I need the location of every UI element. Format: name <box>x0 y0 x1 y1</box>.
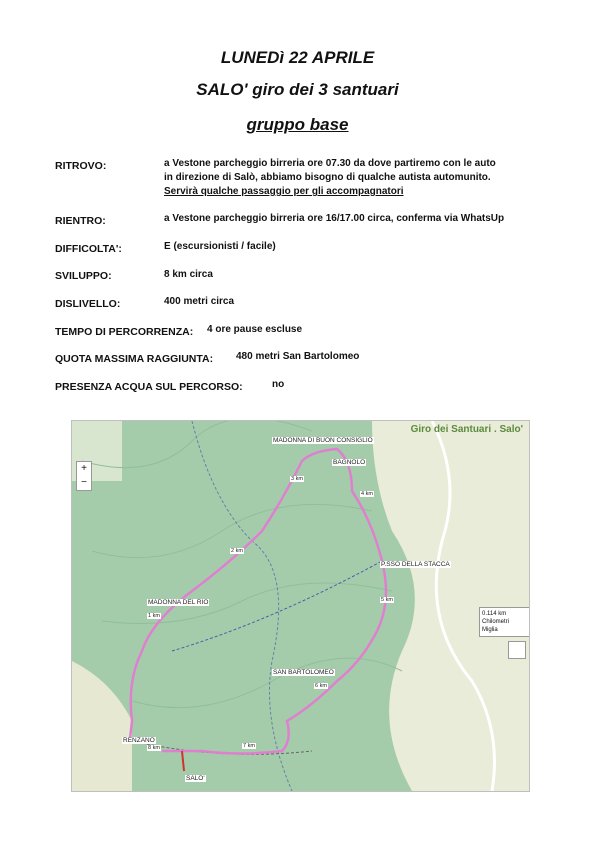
dislivello-label: DISLIVELLO: <box>55 298 121 310</box>
rientro-value: a Vestone parcheggio birreria ore 16/17.00 circa, conferma via WhatsUp <box>164 213 505 224</box>
km-marker: 3 km <box>291 476 303 482</box>
place-bagnolo: BAGNOLO <box>333 459 366 466</box>
place-san-bartolomeo: SAN BARTOLOMEO <box>273 669 334 676</box>
ritrovo-label: RITROVO: <box>55 160 107 172</box>
ritrovo-line-3: Servirà qualche passaggio per gli accompagnatori <box>164 186 404 197</box>
tempo-label: TEMPO DI PERCORRENZA: <box>55 326 194 338</box>
place-passo-stacca: P.SSO DELLA STACCA <box>381 561 450 568</box>
scale-value: 0.114 km <box>482 611 507 617</box>
scale-legend <box>479 607 530 637</box>
map-title: Giro dei Santuari . Salo' <box>410 424 523 435</box>
ritrovo-line-1: a Vestone parcheggio birreria ore 07.30 da dove partiremo con le auto <box>164 158 496 169</box>
quota-value: 480 metri San Bartolomeo <box>236 351 360 362</box>
km-marker: 8 km <box>148 745 160 751</box>
km-marker: 1 km <box>148 613 160 619</box>
km-marker: 7 km <box>243 743 255 749</box>
difficolta-label: DIFFICOLTA': <box>55 243 122 255</box>
ritrovo-line-2: in direzione di Salò, abbiamo bisogno di qualche autista automunito. <box>164 172 491 183</box>
sviluppo-label: SVILUPPO: <box>55 270 112 282</box>
acqua-value: no <box>272 379 285 390</box>
place-renzano: RENZANO <box>123 737 155 744</box>
place-madonna-buon-consiglio: MADONNA DI BUON CONSIGLIO <box>273 437 373 444</box>
zoom-controls <box>76 461 92 491</box>
quota-label: QUOTA MASSIMA RAGGIUNTA: <box>55 353 214 365</box>
title-trip: SALO' giro dei 3 santuari <box>196 80 399 99</box>
km-marker: 5 km <box>381 597 393 603</box>
title-group: gruppo base <box>246 115 349 134</box>
route-map[interactable] <box>71 420 530 792</box>
zoom-in-button[interactable]: + <box>81 463 87 474</box>
dislivello-value: 400 metri circa <box>164 296 235 307</box>
acqua-label: PRESENZA ACQUA SUL PERCORSO: <box>55 381 243 393</box>
km-marker: 2 km <box>231 548 243 554</box>
zoom-out-button[interactable]: − <box>81 477 87 488</box>
sviluppo-value: 8 km circa <box>164 269 213 280</box>
unit-km-option[interactable]: Chilometri <box>482 619 510 625</box>
layers-icon[interactable] <box>508 641 526 659</box>
title-date: LUNEDì 22 APRILE <box>220 48 375 67</box>
tempo-value: 4 ore pause escluse <box>207 324 303 335</box>
unit-miles-option[interactable]: Miglia <box>482 627 498 633</box>
place-madonna-rio: MADONNA DEL RIO <box>148 599 209 606</box>
difficolta-value: E (escursionisti / facile) <box>164 241 276 252</box>
place-salo: SALO' <box>186 775 205 782</box>
rientro-label: RIENTRO: <box>55 215 106 227</box>
km-marker: 4 km <box>361 491 373 497</box>
km-marker: 6 km <box>315 683 327 689</box>
